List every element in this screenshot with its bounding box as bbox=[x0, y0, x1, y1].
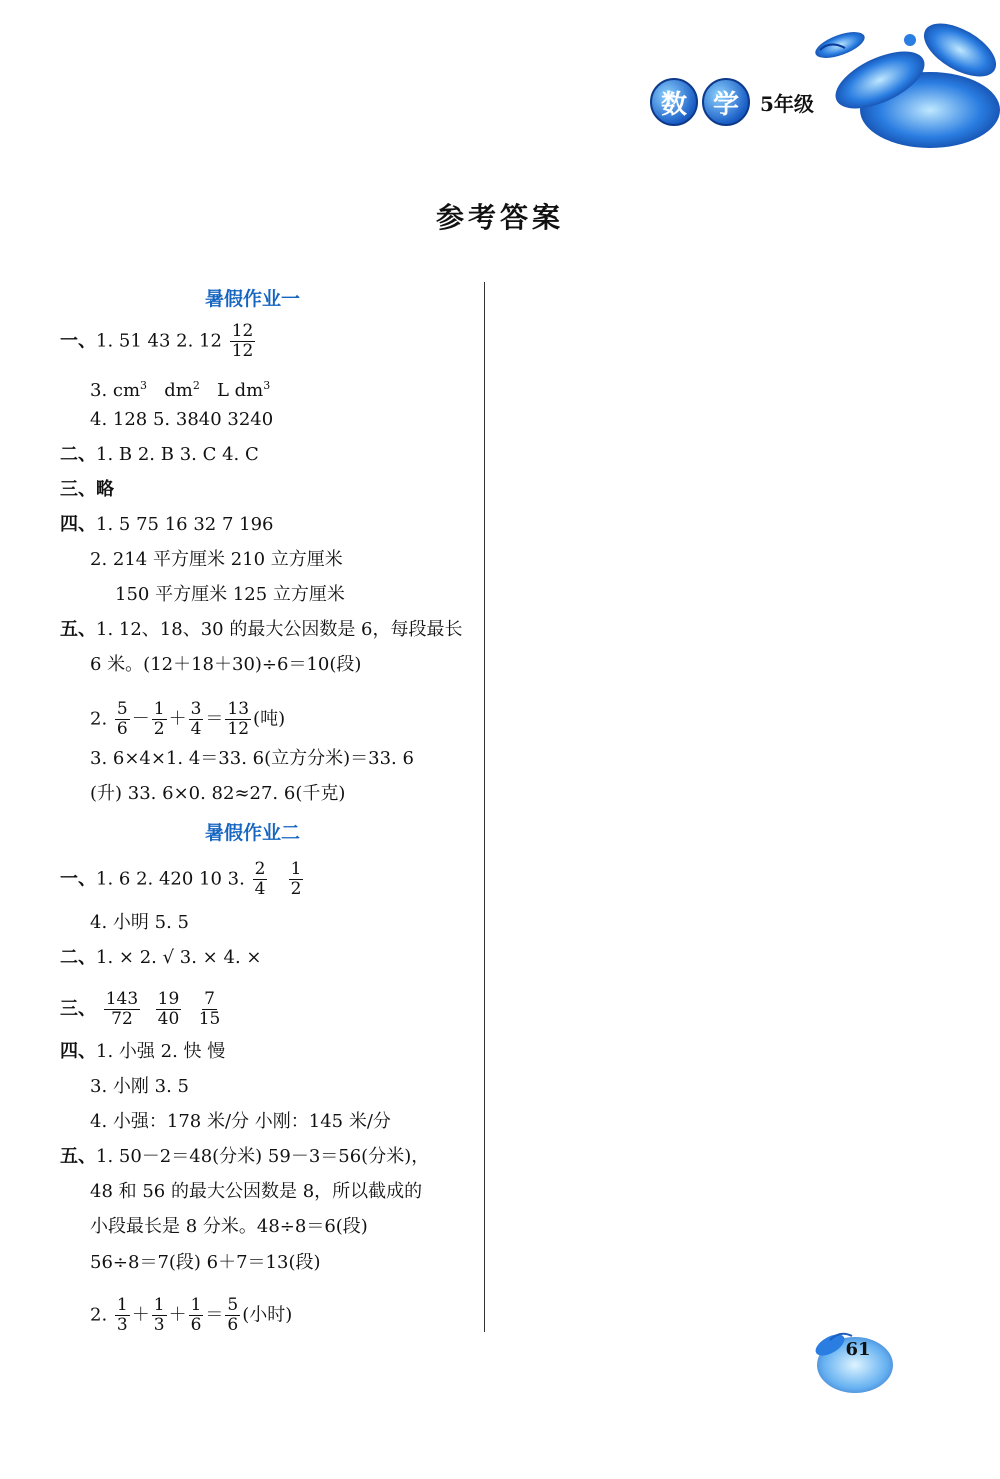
answer-line: 4. 小强：178 米/分 小刚：145 米/分 bbox=[90, 1111, 391, 1132]
answer-line: 3. $cm^3$ $dm^2$ L $dm^3$ bbox=[90, 379, 271, 401]
answer-line: 150 平方厘米 125 立方厘米 bbox=[115, 584, 345, 605]
answer-line: 三、略 bbox=[60, 479, 114, 500]
section-title-1: 暑假作业一 bbox=[205, 288, 301, 310]
answer-line: 48 和 56 的最大公因数是 8，所以截成的 bbox=[90, 1181, 423, 1202]
subject-logo bbox=[650, 78, 814, 126]
answer-line: 四、1. 小强 2. 快 慢 bbox=[60, 1041, 226, 1062]
column-divider bbox=[484, 282, 485, 1332]
fraction: $\frac{12}{12}$ bbox=[231, 321, 254, 361]
answer-line: 4. 128 5. 3840 3240 bbox=[90, 409, 274, 430]
answer-line: 2. $\frac{1}{3}$ ＋ $\frac{1}{3}$ ＋ $\frac{1}{6}$ ＝ $\frac{5}{6}$ (小时) bbox=[90, 1295, 293, 1335]
answer-line: 四、1. 5 75 16 32 7 196 bbox=[60, 514, 274, 535]
answer-line: 一、1. 6 2. 420 10 3. $\frac{2}{4}$ $\frac{1}{2}$ bbox=[60, 859, 302, 899]
answer-line: (升) 33. 6×0. 82≈27. 6(千克) bbox=[90, 783, 346, 804]
answer-line: 6 米。(12＋18＋30)÷6＝10(段) bbox=[90, 654, 362, 675]
answer-line: 二、1. × 2. √ 3. × 4. × bbox=[60, 947, 262, 968]
page-title: 参考答案 bbox=[435, 201, 564, 234]
answer-line: 五、1. 12、18、30 的最大公因数是 6，每段最长 bbox=[60, 619, 463, 640]
answer-line: 小段最长是 8 分米。48÷8＝6(段) bbox=[90, 1216, 368, 1237]
answer-line: 五、1. 50－2＝48(分米) 59－3＝56(分米)， bbox=[60, 1146, 430, 1167]
page-number: 61 bbox=[845, 1339, 871, 1360]
answer-line: 4. 小明 5. 5 bbox=[90, 912, 189, 933]
answer-line: 56÷8＝7(段) 6＋7＝13(段) bbox=[90, 1252, 321, 1273]
logo-char-shu: 数 bbox=[650, 78, 698, 126]
answer-line: 2. $\frac{5}{6}$ － $\frac{1}{2}$ ＋ $\frac{3}{4}$ ＝ $\frac{13}{12}$ (吨) bbox=[90, 699, 286, 739]
answer-line: 三、 $\frac{143}{72}$ $\frac{19}{40}$ $\frac{7}{15}$ bbox=[60, 989, 221, 1029]
grade-label: 5年级 bbox=[760, 91, 814, 116]
answer-line: 3. 6×4×1. 4＝33. 6(立方分米)＝33. 6 bbox=[90, 748, 414, 769]
logo-char-xue: 学 bbox=[702, 78, 750, 126]
answer-line: 3. 小刚 3. 5 bbox=[90, 1076, 189, 1097]
answer-line: 一、1. 51 43 2. 12 $\frac{12}{12}$ bbox=[60, 321, 254, 361]
answer-line: 二、1. B 2. B 3. C 4. C bbox=[60, 444, 259, 465]
section-title-2: 暑假作业二 bbox=[205, 822, 301, 844]
answer-line: 2. 214 平方厘米 210 立方厘米 bbox=[90, 549, 343, 570]
